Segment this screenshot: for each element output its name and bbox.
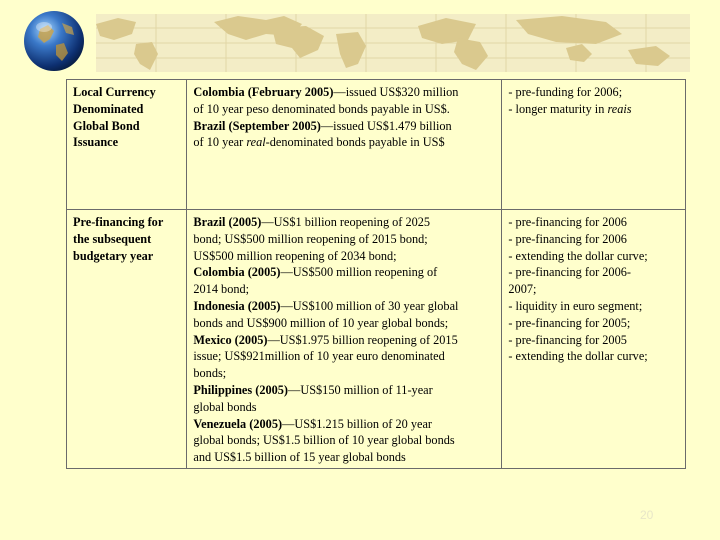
text-line: Pre-financing for	[73, 215, 164, 229]
text-segment: - pre-financing for 2005;	[508, 315, 631, 330]
text-segment: 2014 bond;	[193, 282, 250, 297]
text-line: Denominated	[73, 101, 144, 116]
country-label: Indonesia (2005)	[193, 298, 281, 313]
text-line	[193, 399, 495, 416]
text-segment: -denominated bonds payable in US$	[265, 135, 445, 150]
text-line	[193, 365, 495, 382]
text-segment: - pre-financing for 2006-	[508, 265, 631, 280]
text-line	[193, 315, 495, 332]
country-label: Brazil (2005)	[193, 215, 262, 229]
text-line	[193, 432, 495, 449]
table-row	[67, 80, 686, 210]
text-line	[193, 134, 495, 151]
text-line	[193, 332, 495, 349]
text-segment: - liquidity in euro segment;	[508, 298, 643, 313]
text-line	[193, 298, 495, 315]
text-line: budgetary year	[73, 248, 154, 263]
text-line: Local Currency	[73, 85, 156, 99]
issuance-purpose	[502, 210, 686, 469]
text-segment: —US$100 million of 30 year global	[280, 298, 459, 313]
text-segment: - pre-financing for 2006	[508, 215, 627, 229]
text-line	[193, 101, 495, 118]
page-number: 20	[640, 508, 654, 522]
text-segment: of 10 year peso denominated bonds payable in US$.	[193, 101, 450, 116]
text-line	[193, 382, 495, 399]
issuance-purpose	[502, 80, 686, 210]
text-segment: global bonds; US$1.5 billion of 10 year global bonds	[193, 433, 455, 448]
text-line	[508, 281, 679, 298]
emphasis-text: reais	[607, 101, 632, 116]
text-segment: bonds and US$900 million of 10 year global bonds;	[193, 315, 449, 330]
text-line	[508, 231, 679, 248]
row-heading	[67, 80, 187, 210]
text-line	[508, 348, 679, 365]
world-map-banner	[96, 14, 690, 72]
text-segment: bond; US$500 million reopening of 2015 bond;	[193, 231, 428, 246]
text-line	[193, 264, 495, 281]
text-line: Issuance	[73, 135, 119, 150]
text-segment: —issued US$320 million	[333, 85, 459, 99]
world-map-graphic	[96, 14, 690, 72]
text-segment: - pre-financing for 2006	[508, 231, 627, 246]
text-line	[193, 248, 495, 265]
text-segment: —issued US$1.479 billion	[320, 118, 452, 133]
text-line	[193, 416, 495, 433]
text-segment: and US$1.5 billion of 15 year global bonds	[193, 450, 406, 465]
emphasis-text: real	[246, 135, 266, 150]
country-label: Colombia (2005)	[193, 265, 281, 280]
country-label: Brazil (September 2005)	[193, 118, 321, 133]
text-line	[508, 315, 679, 332]
text-segment: —US$1.975 billion reopening of 2015	[267, 332, 458, 347]
text-line	[193, 118, 495, 135]
text-segment: —US$1.215 billion of 20 year	[282, 416, 433, 431]
text-line	[508, 101, 679, 118]
text-line	[508, 298, 679, 315]
text-segment: bonds;	[193, 366, 227, 381]
text-segment: - extending the dollar curve;	[508, 349, 648, 364]
text-segment: US$500 million reopening of 2034 bond;	[193, 248, 397, 263]
country-label: Colombia (February 2005)	[193, 85, 334, 99]
globe-icon	[22, 9, 86, 73]
text-line: the subsequent	[73, 231, 152, 246]
text-line	[193, 84, 495, 101]
text-line	[508, 214, 679, 231]
text-segment: - pre-financing for 2005	[508, 332, 627, 347]
table-row	[67, 210, 686, 469]
text-line: Global Bond	[73, 118, 140, 133]
country-label: Philippines (2005)	[193, 382, 289, 397]
bond-issuance-table	[66, 79, 686, 469]
text-segment: —US$500 million reopening of	[280, 265, 438, 280]
text-line	[193, 449, 495, 466]
text-line	[193, 231, 495, 248]
issuance-details	[187, 210, 502, 469]
text-line	[508, 264, 679, 281]
text-line	[193, 348, 495, 365]
text-segment: - longer maturity in	[508, 101, 608, 116]
country-label: Venezuela (2005)	[193, 416, 283, 431]
issuance-details	[187, 80, 502, 210]
text-segment: - pre-funding for 2006;	[508, 85, 623, 99]
text-segment: of 10 year	[193, 135, 247, 150]
country-label: Mexico (2005)	[193, 332, 268, 347]
text-segment: global bonds	[193, 399, 257, 414]
text-line	[508, 84, 679, 101]
text-line	[508, 248, 679, 265]
row-heading	[67, 210, 187, 469]
text-segment: —US$1 billion reopening of 2025	[261, 215, 431, 229]
text-line	[193, 281, 495, 298]
text-line	[508, 332, 679, 349]
text-segment: - extending the dollar curve;	[508, 248, 648, 263]
text-segment: 2007;	[508, 282, 537, 297]
text-segment: —US$150 million of 11-year	[288, 382, 433, 397]
text-segment: issue; US$921million of 10 year euro denominated	[193, 349, 445, 364]
text-line	[193, 214, 495, 231]
